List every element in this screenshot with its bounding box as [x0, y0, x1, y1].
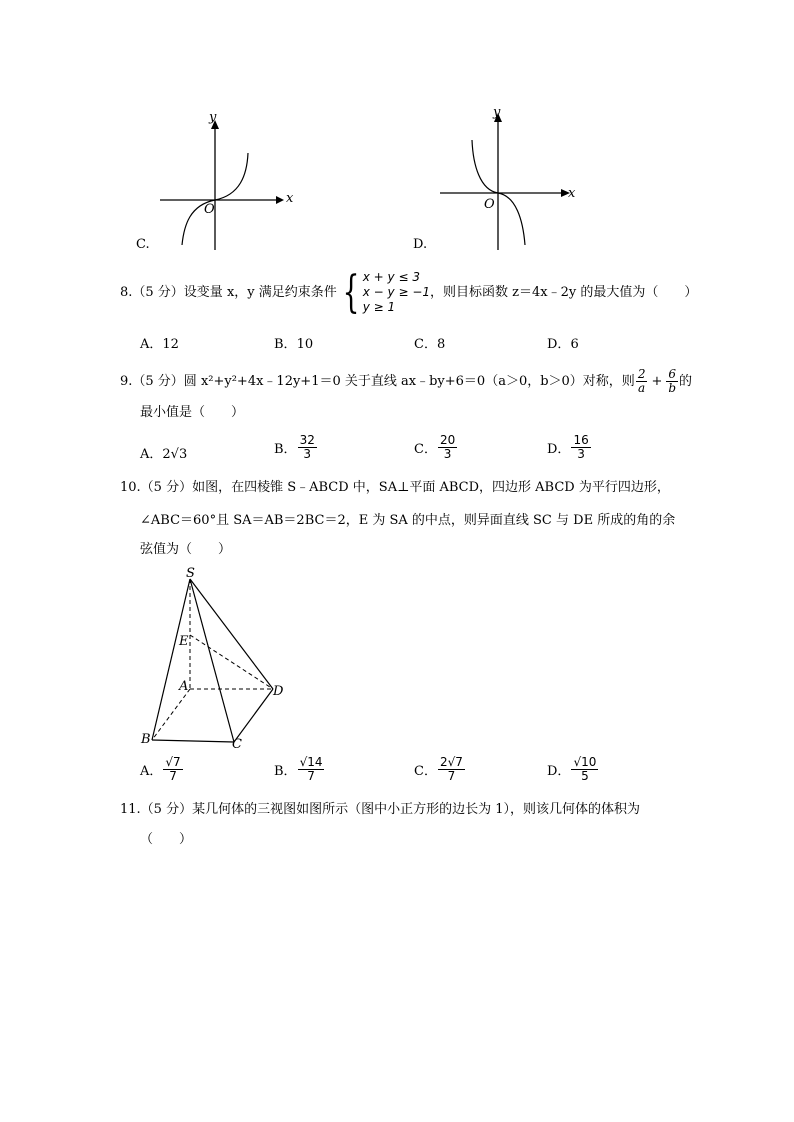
question-9-stem [120, 368, 692, 395]
q11-line1: 11.（5 分）某几何体的三视图如图所示（图中小正方形的边长为 1），则该几何体的体积为 [120, 802, 640, 817]
fraction-numerator: √7 [165, 755, 181, 769]
graph-d-svg [430, 105, 590, 255]
vertex-S-label: S [186, 566, 195, 581]
fraction-numerator: √10 [573, 755, 597, 769]
q8-constraint: y ≥ 1 [362, 300, 396, 314]
fraction-denominator: a [638, 381, 646, 395]
vertex-C-label: C [232, 737, 242, 752]
fraction-denominator: 5 [581, 769, 589, 783]
x-axis-arrow [276, 196, 284, 204]
question-8-stem [120, 266, 698, 318]
fraction-denominator: 3 [303, 447, 312, 461]
fraction-denominator: b [668, 381, 677, 395]
option-value: 12 [162, 337, 179, 352]
option-value: 6 [570, 337, 579, 352]
q11-line2: （ ） [140, 832, 193, 847]
vertex-B-label: B [141, 732, 151, 747]
edge-SC [190, 579, 234, 742]
fraction-numerator: 6 [668, 367, 677, 381]
q8-brace: { [342, 266, 360, 318]
q8-suffix: ，则目标函数 z＝4x﹣2y 的最大值为（ ） [430, 284, 698, 300]
fraction-numerator: 20 [439, 433, 456, 447]
edge-CD [234, 689, 273, 742]
option-fraction [571, 434, 590, 461]
q9-option-d [547, 434, 592, 461]
option-label: A． [140, 337, 163, 352]
option-label: B． [274, 337, 297, 352]
pyramid-figure [130, 565, 300, 755]
graph-c-y-label: y [209, 110, 217, 125]
vertex-D-label: D [273, 684, 284, 699]
q8-constraint-lines [363, 270, 430, 315]
q10-line3: 弦值为（ ） [140, 542, 232, 557]
option-value: 10 [296, 337, 314, 352]
graph-option-c [150, 105, 300, 255]
vertex-E-label: E [179, 634, 189, 649]
q10-option-c [414, 756, 466, 783]
fraction-numerator: √14 [299, 755, 323, 769]
option-label: A． [140, 764, 163, 779]
graph-d-origin-label: O [484, 197, 495, 212]
option-label: C． [414, 442, 437, 457]
graph-option-d [430, 105, 590, 255]
q9-suffix: 的 [679, 373, 693, 389]
edge-SB [152, 579, 190, 740]
option-fraction [571, 756, 598, 783]
q8-option-d [547, 333, 579, 352]
q10-option-d [547, 756, 599, 783]
graph-c-origin-label: O [204, 202, 215, 217]
fraction-denominator: 3 [443, 447, 452, 461]
fraction-denominator: 7 [169, 769, 177, 783]
q10-option-b [274, 756, 325, 783]
option-value: 8 [436, 337, 446, 352]
graph-d-x-label: x [568, 186, 576, 201]
option-label: D． [547, 442, 571, 457]
option-fraction [438, 434, 457, 461]
fraction-denominator: 7 [307, 769, 315, 783]
fraction-denominator: 7 [447, 769, 456, 783]
option-label: B． [274, 764, 297, 779]
graph-d-y-label: y [493, 105, 501, 120]
graph-c-svg [150, 105, 300, 255]
fraction-numerator: 2√7 [439, 755, 463, 769]
q9-option-a [140, 443, 187, 462]
option-fraction [298, 434, 317, 461]
option-label: D． [547, 337, 571, 352]
option-value: 2√3 [162, 447, 188, 462]
q8-constraint: x + y ≤ 3 [362, 270, 420, 284]
graph-c-x-label: x [286, 191, 294, 206]
q10-line1: 10.（5 分）如图，在四棱锥 S﹣ABCD 中，SA⊥平面 ABCD，四边形 ABCD 为平行四边形， [120, 480, 670, 495]
fraction-numerator: 2 [637, 367, 646, 381]
q10-option-a [140, 756, 184, 783]
fraction-numerator: 32 [299, 433, 315, 447]
edge-BC [152, 740, 234, 742]
option-d-label: D. [413, 237, 428, 252]
vertex-A-label: A [179, 679, 189, 694]
option-label: C． [414, 764, 437, 779]
edge-ED [190, 635, 273, 689]
option-fraction [438, 756, 465, 783]
pyramid-svg [130, 565, 300, 755]
option-c-label: C. [136, 237, 150, 252]
option-label: A． [140, 447, 163, 462]
q10-line2: ∠ABC＝60°且 SA＝AB＝2BC＝2，E 为 SA 的中点，则异面直线 SC 与 DE 所成的角的余 [140, 513, 676, 528]
q9-option-b [274, 434, 318, 461]
q8-option-b [274, 333, 313, 352]
option-label: B． [274, 442, 297, 457]
q8-option-a [140, 333, 179, 352]
fraction-denominator: 3 [577, 447, 585, 461]
q8-option-c [414, 333, 445, 352]
edge-SD [190, 579, 273, 689]
option-label: C． [414, 337, 437, 352]
fraction-numerator: 16 [573, 433, 589, 447]
option-fraction [163, 756, 182, 783]
q9-option-c [414, 434, 458, 461]
q8-constraint: x − y ≥ −1 [362, 285, 431, 299]
q9-line2: 最小值是（ ） [140, 405, 245, 420]
q8-constraint-system [337, 266, 431, 318]
q9-fraction-2-over-a [636, 368, 648, 395]
q9-plus: + [651, 373, 663, 389]
q9-prefix: 9.（5 分）圆 x²+y²+4x﹣12y+1＝0 关于直线 ax﹣by+6＝0（a＞0，b＞0）对称，则 [120, 373, 635, 389]
option-label: D． [547, 764, 571, 779]
option-fraction [298, 756, 325, 783]
q9-fraction-6-over-b [666, 368, 678, 395]
q8-prefix: 8.（5 分）设变量 x，y 满足约束条件 [120, 284, 337, 300]
